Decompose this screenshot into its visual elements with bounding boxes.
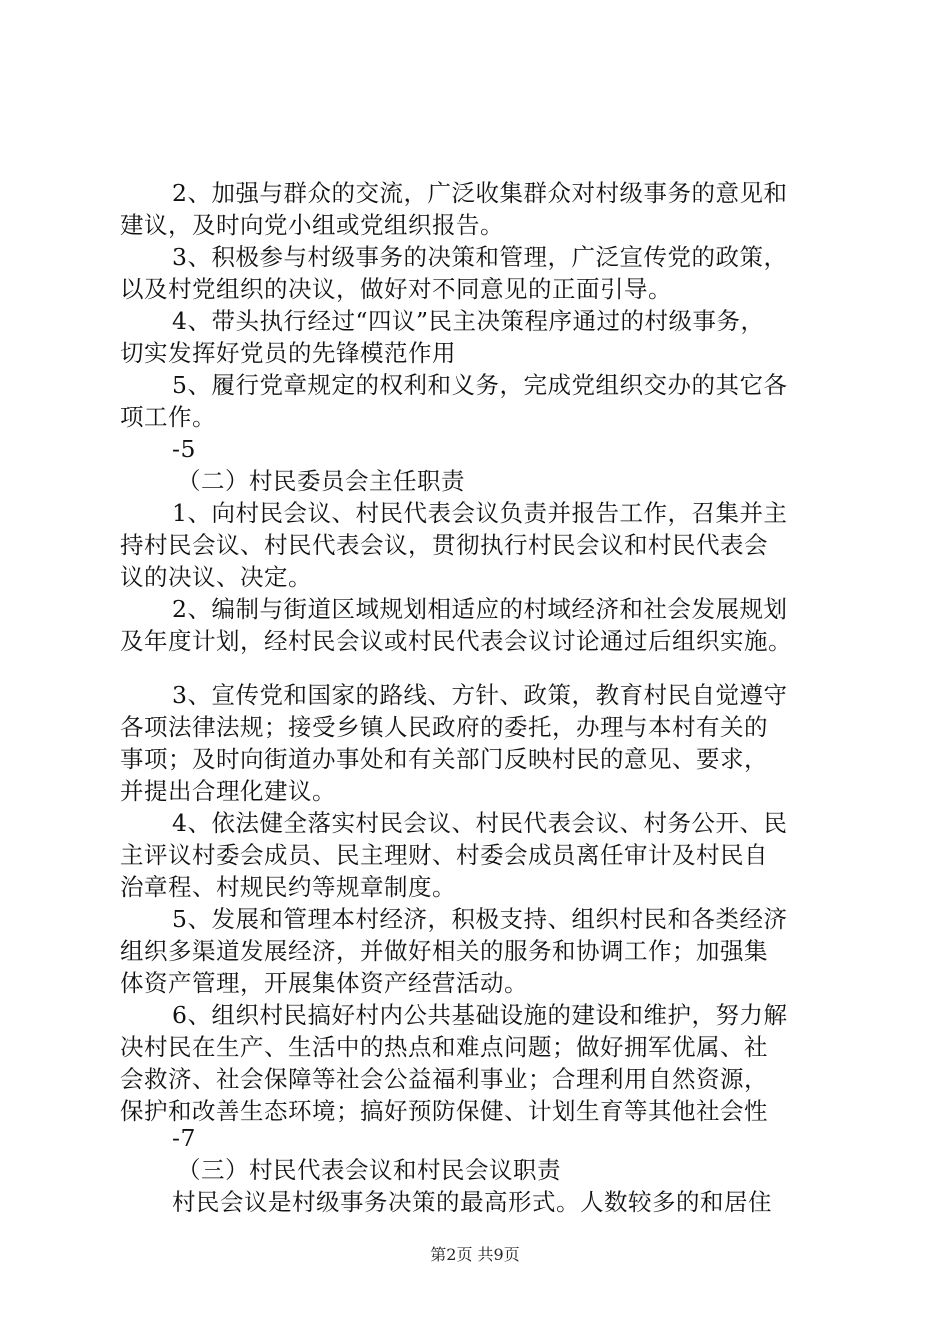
body-line: 村民会议是村级事务决策的最高形式。人数较多的和居住 <box>172 1188 772 1216</box>
body-line: 治章程、村规民约等规章制度。 <box>120 873 456 901</box>
body-line: 5、发展和管理本村经济，积极支持、组织村民和各类经济 <box>172 905 788 933</box>
body-line: 事项；及时向街道办事处和有关部门反映村民的意见、要求， <box>120 745 768 773</box>
body-line: 1、向村民会议、村民代表会议负责并报告工作，召集并主 <box>172 499 788 527</box>
body-line: 组织多渠道发展经济，并做好相关的服务和协调工作；加强集 <box>120 937 768 965</box>
section-heading: （二）村民委员会主任职责 <box>177 467 465 495</box>
section-heading: （三）村民代表会议和村民会议职责 <box>177 1156 561 1184</box>
body-line: 各项法律法规；接受乡镇人民政府的委托，办理与本村有关的 <box>120 713 768 741</box>
body-line: 6、组织村民搞好村内公共基础设施的建设和维护，努力解 <box>172 1001 788 1029</box>
body-line: 并提出合理化建议。 <box>120 777 336 805</box>
body-line: 以及村党组织的决议，做好对不同意见的正面引导。 <box>120 275 672 303</box>
body-line: 及年度计划，经村民会议或村民代表会议讨论通过后组织实施。 <box>120 627 792 655</box>
page-marker: -7 <box>172 1124 196 1152</box>
body-line: 建议，及时向党小组或党组织报告。 <box>120 211 504 239</box>
body-line: 项工作。 <box>120 403 216 431</box>
body-line: 切实发挥好党员的先锋模范作用 <box>120 339 456 367</box>
body-line: 持村民会议、村民代表会议，贯彻执行村民会议和村民代表会 <box>120 531 768 559</box>
body-line: 主评议村委会成员、民主理财、村委会成员离任审计及村民自 <box>120 841 768 869</box>
body-line: 3、宣传党和国家的路线、方针、政策，教育村民自觉遵守 <box>172 681 788 709</box>
body-line: 5、履行党章规定的权利和义务，完成党组织交办的其它各 <box>172 371 788 399</box>
body-line: 决村民在生产、生活中的热点和难点问题；做好拥军优属、社 <box>120 1033 768 1061</box>
body-line: 保护和改善生态环境；搞好预防保健、计划生育等其他社会性 <box>120 1097 768 1125</box>
body-line: 2、加强与群众的交流，广泛收集群众对村级事务的意见和 <box>172 179 788 207</box>
body-line: 会救济、社会保障等社会公益福利事业；合理利用自然资源， <box>120 1065 768 1093</box>
body-line: 4、依法健全落实村民会议、村民代表会议、村务公开、民 <box>172 809 788 837</box>
body-line: 体资产管理，开展集体资产经营活动。 <box>120 969 528 997</box>
body-line: 3、积极参与村级事务的决策和管理，广泛宣传党的政策， <box>172 243 788 271</box>
body-line: 2、编制与街道区域规划相适应的村域经济和社会发展规划 <box>172 595 788 623</box>
body-line: 4、带头执行经过“四议”民主决策程序通过的村级事务， <box>172 307 765 335</box>
page-marker: -5 <box>172 435 196 463</box>
page-footer: 第2页 共9页 <box>430 1245 520 1264</box>
body-line: 议的决议、决定。 <box>120 563 312 591</box>
